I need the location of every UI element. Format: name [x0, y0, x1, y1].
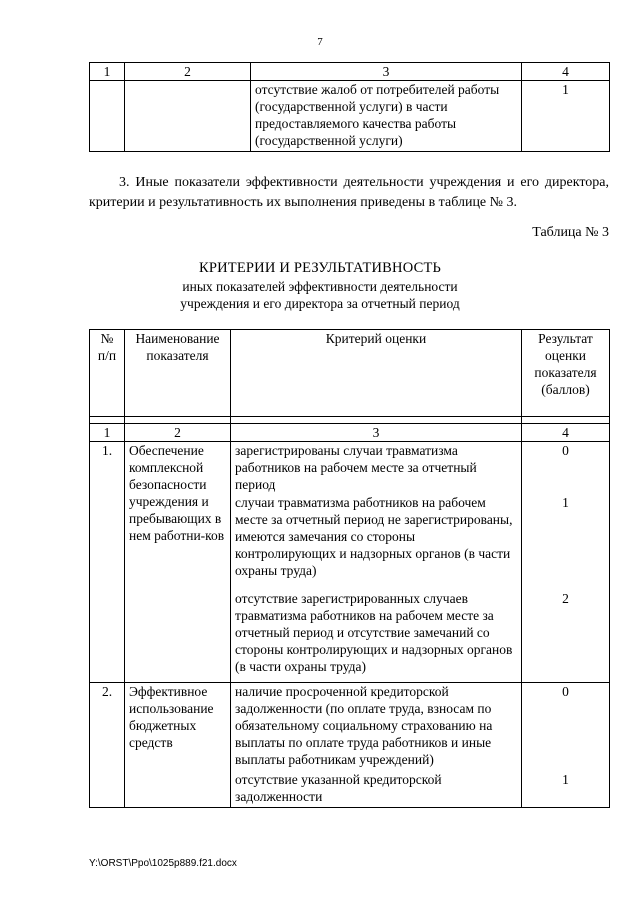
criterion-score: 1: [522, 771, 610, 808]
cell-score: 1: [522, 81, 610, 152]
criterion-text: наличие просроченной кредиторской задолженности (по оплате труда, взносам по обязательному социальному страхованию на выплаты по оплате труда работников и иные выплаты работникам учреждений): [231, 683, 522, 772]
column-number: 4: [522, 63, 610, 81]
cell-num: [90, 81, 125, 152]
row-name: Эффективное использование бюджетных средств: [125, 683, 231, 808]
table-subtitle-line-1: иных показателей эффективности деятельности: [182, 279, 458, 294]
column-number: 1: [90, 424, 125, 442]
table-row: [90, 442, 610, 495]
criterion-score: 1: [522, 494, 610, 590]
column-number: 2: [125, 424, 231, 442]
column-number: 2: [125, 63, 251, 81]
page-number: 7: [317, 36, 323, 48]
row-name: Обеспечение комплексной безопасности учреждения и пребывающих в нем работни-ков: [125, 442, 231, 683]
continued-table: [89, 62, 610, 152]
header-gap: [90, 417, 610, 424]
table-title: КРИТЕРИИ И РЕЗУЛЬТАТИВНОСТЬ: [198, 260, 442, 276]
criterion-score: 0: [522, 683, 610, 772]
file-path-footer: Y:\ORST\Ppo\1025p889.f21.docx: [89, 858, 237, 869]
column-number: 1: [90, 63, 125, 81]
criterion-score: 2: [522, 590, 610, 683]
paragraph-3: 3. Иные показатели эффективности деятельности учреждения и его директора, критерии и результативность их выполнения приведены в таблице № 3.: [89, 175, 609, 210]
criterion-score: 0: [522, 442, 610, 495]
criterion-text: отсутствие зарегистрированных случаев травматизма работников на рабочем месте за отчетный период и отсутствие замечаний со стороны контролирующих и надзорных органов (в части охраны труда): [231, 590, 522, 683]
column-number: 4: [522, 424, 610, 442]
column-number: 3: [251, 63, 522, 81]
table-row: [90, 81, 610, 152]
cell-name: [125, 81, 251, 152]
criterion-text: зарегистрированы случаи травматизма работников на рабочем месте за отчетный период: [231, 442, 522, 495]
table-header-row: [90, 330, 610, 417]
header-name: Наименование показателя: [125, 330, 231, 417]
table-label: Таблица № 3: [532, 225, 609, 240]
table-header-row: [90, 63, 610, 81]
table-row: [90, 683, 610, 772]
criterion-text: случаи травматизма работников на рабочем месте за отчетный период не зарегистрированы, имеются замечания со стороны контролирующих и надзорных органов (в части охраны труда): [231, 494, 522, 590]
column-number: 3: [231, 424, 522, 442]
criterion-text: отсутствие указанной кредиторской задолженности: [231, 771, 522, 808]
column-numbers-row: [90, 424, 610, 442]
cell-criterion: отсутствие жалоб от потребителей работы (государственной услуги) в части предоставляемого качества работы (государственной услуги): [251, 81, 522, 152]
header-result: Результат оценки показателя (баллов): [522, 330, 610, 417]
table-subtitle-line-2: учреждения и его директора за отчетный период: [180, 296, 460, 311]
criteria-table: [89, 329, 610, 808]
header-criterion: Критерий оценки: [231, 330, 522, 417]
row-num: 2.: [90, 683, 125, 808]
row-num: 1.: [90, 442, 125, 683]
header-num: № п/п: [90, 330, 125, 417]
